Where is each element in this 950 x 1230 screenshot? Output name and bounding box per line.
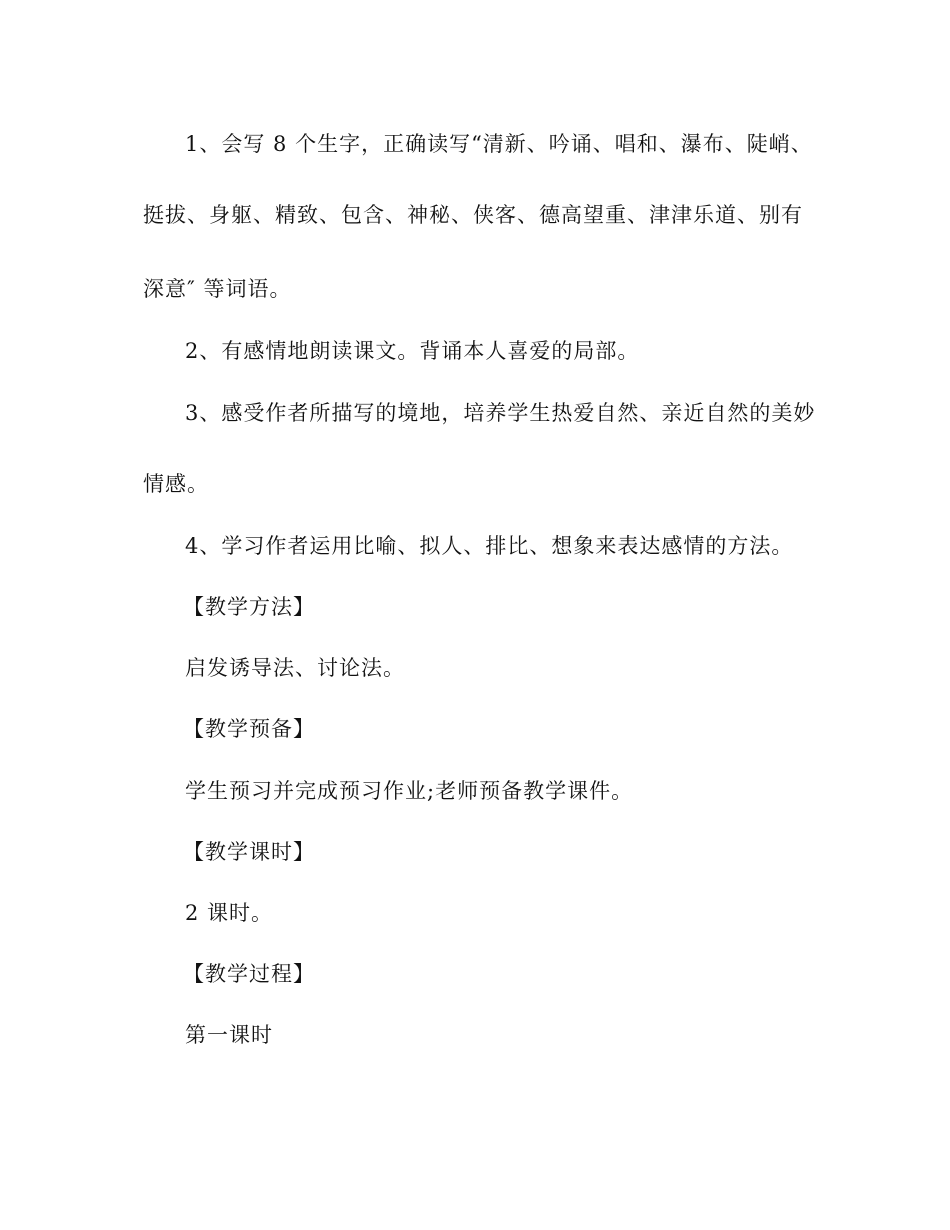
methods-heading: 【教学方法】 [183,595,315,619]
periods-heading: 【教学课时】 [183,840,315,864]
objective-1-line-1: 1、会写 8 个生字，正确读写“清新、吟诵、唱和、瀑布、陡峭、 [185,132,813,156]
process-text: 第一课时 [185,1023,273,1047]
objective-1-line-2: 挺拔、身躯、精致、包含、神秘、侠客、德高望重、津津乐道、别有 [143,203,803,227]
objective-1-line-3: 深意″ 等词语。 [143,277,292,301]
methods-text: 启发诱导法、讨论法。 [185,656,405,680]
preparation-text: 学生预习并完成预习作业;老师预备教学课件。 [185,779,634,803]
objective-2: 2、有感情地朗读课文。背诵本人喜爱的局部。 [185,339,640,363]
periods-text: 2 课时。 [185,901,274,925]
process-heading: 【教学过程】 [183,962,315,986]
objective-3-line-2: 情感。 [143,472,209,496]
objective-3-line-1: 3、感受作者所描写的境地，培养学生热爱自然、亲近自然的美妙 [185,401,816,425]
preparation-heading: 【教学预备】 [183,717,315,741]
objective-4: 4、学习作者运用比喻、拟人、排比、想象来表达感情的方法。 [185,534,794,558]
